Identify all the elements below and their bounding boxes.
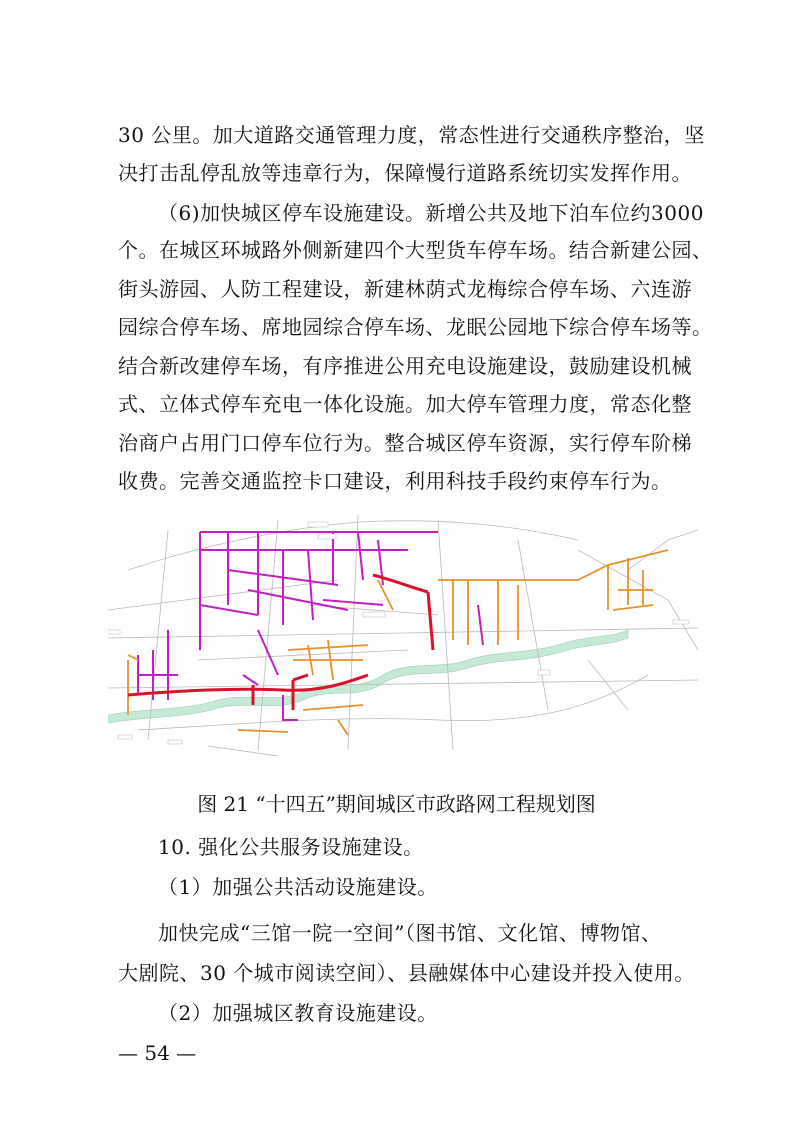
road-network-map	[108, 510, 698, 756]
body-line-1: 加快完成“三馆一院一空间”（图书馆、文化馆、博物馆、	[158, 921, 662, 945]
figure-caption: 图 21 “十四五”期间城区市政路网工程规划图	[197, 792, 596, 816]
body-line-2: 大剧院、30 个城市阅读空间）、县融媒体中心建设并投入使用。	[118, 961, 695, 985]
paragraph-line-4: 个。在城区环城路外侧新建四个大型货车停车场。结合新建公园、	[118, 238, 713, 262]
paragraph-line-5: 街头游园、人防工程建设，新建林荫式龙梅综合停车场、六连游	[118, 277, 692, 301]
paragraph-line-8: 式、立体式停车充电一体化设施。加大停车管理力度，常态化整	[118, 392, 692, 416]
paragraph-line-9: 治商户占用门口停车位行为。整合城区停车资源，实行停车阶梯	[118, 431, 692, 455]
paragraph-line-7: 结合新改建停车场，有序推进公用充电设施建设，鼓励建设机械	[118, 354, 692, 378]
paragraph-line-2: 决打击乱停乱放等违章行为，保障慢行道路系统切实发挥作用。	[118, 161, 692, 185]
red-roads	[128, 575, 433, 710]
subsection-2-title: （2）加强城区教育设施建设。	[158, 1001, 438, 1025]
paragraph-line-6: 园综合停车场、席地园综合停车场、龙眠公园地下综合停车场等。	[118, 315, 713, 339]
section-heading: 10. 强化公共服务设施建设。	[158, 835, 424, 859]
paragraph-line-3: （6)加快城区停车设施建设。新增公共及地下泊车位约3000	[158, 201, 704, 225]
page-number: — 54 —	[118, 1041, 197, 1065]
paragraph-line-10: 收费。完善交通监控卡口建设，利用科技手段约束停车行为。	[118, 469, 672, 493]
subsection-1-title: （1）加强公共活动设施建设。	[158, 875, 438, 899]
paragraph-line-1: 30 公里。加大道路交通管理力度，常态性进行交通秩序整治，坚	[118, 123, 705, 147]
